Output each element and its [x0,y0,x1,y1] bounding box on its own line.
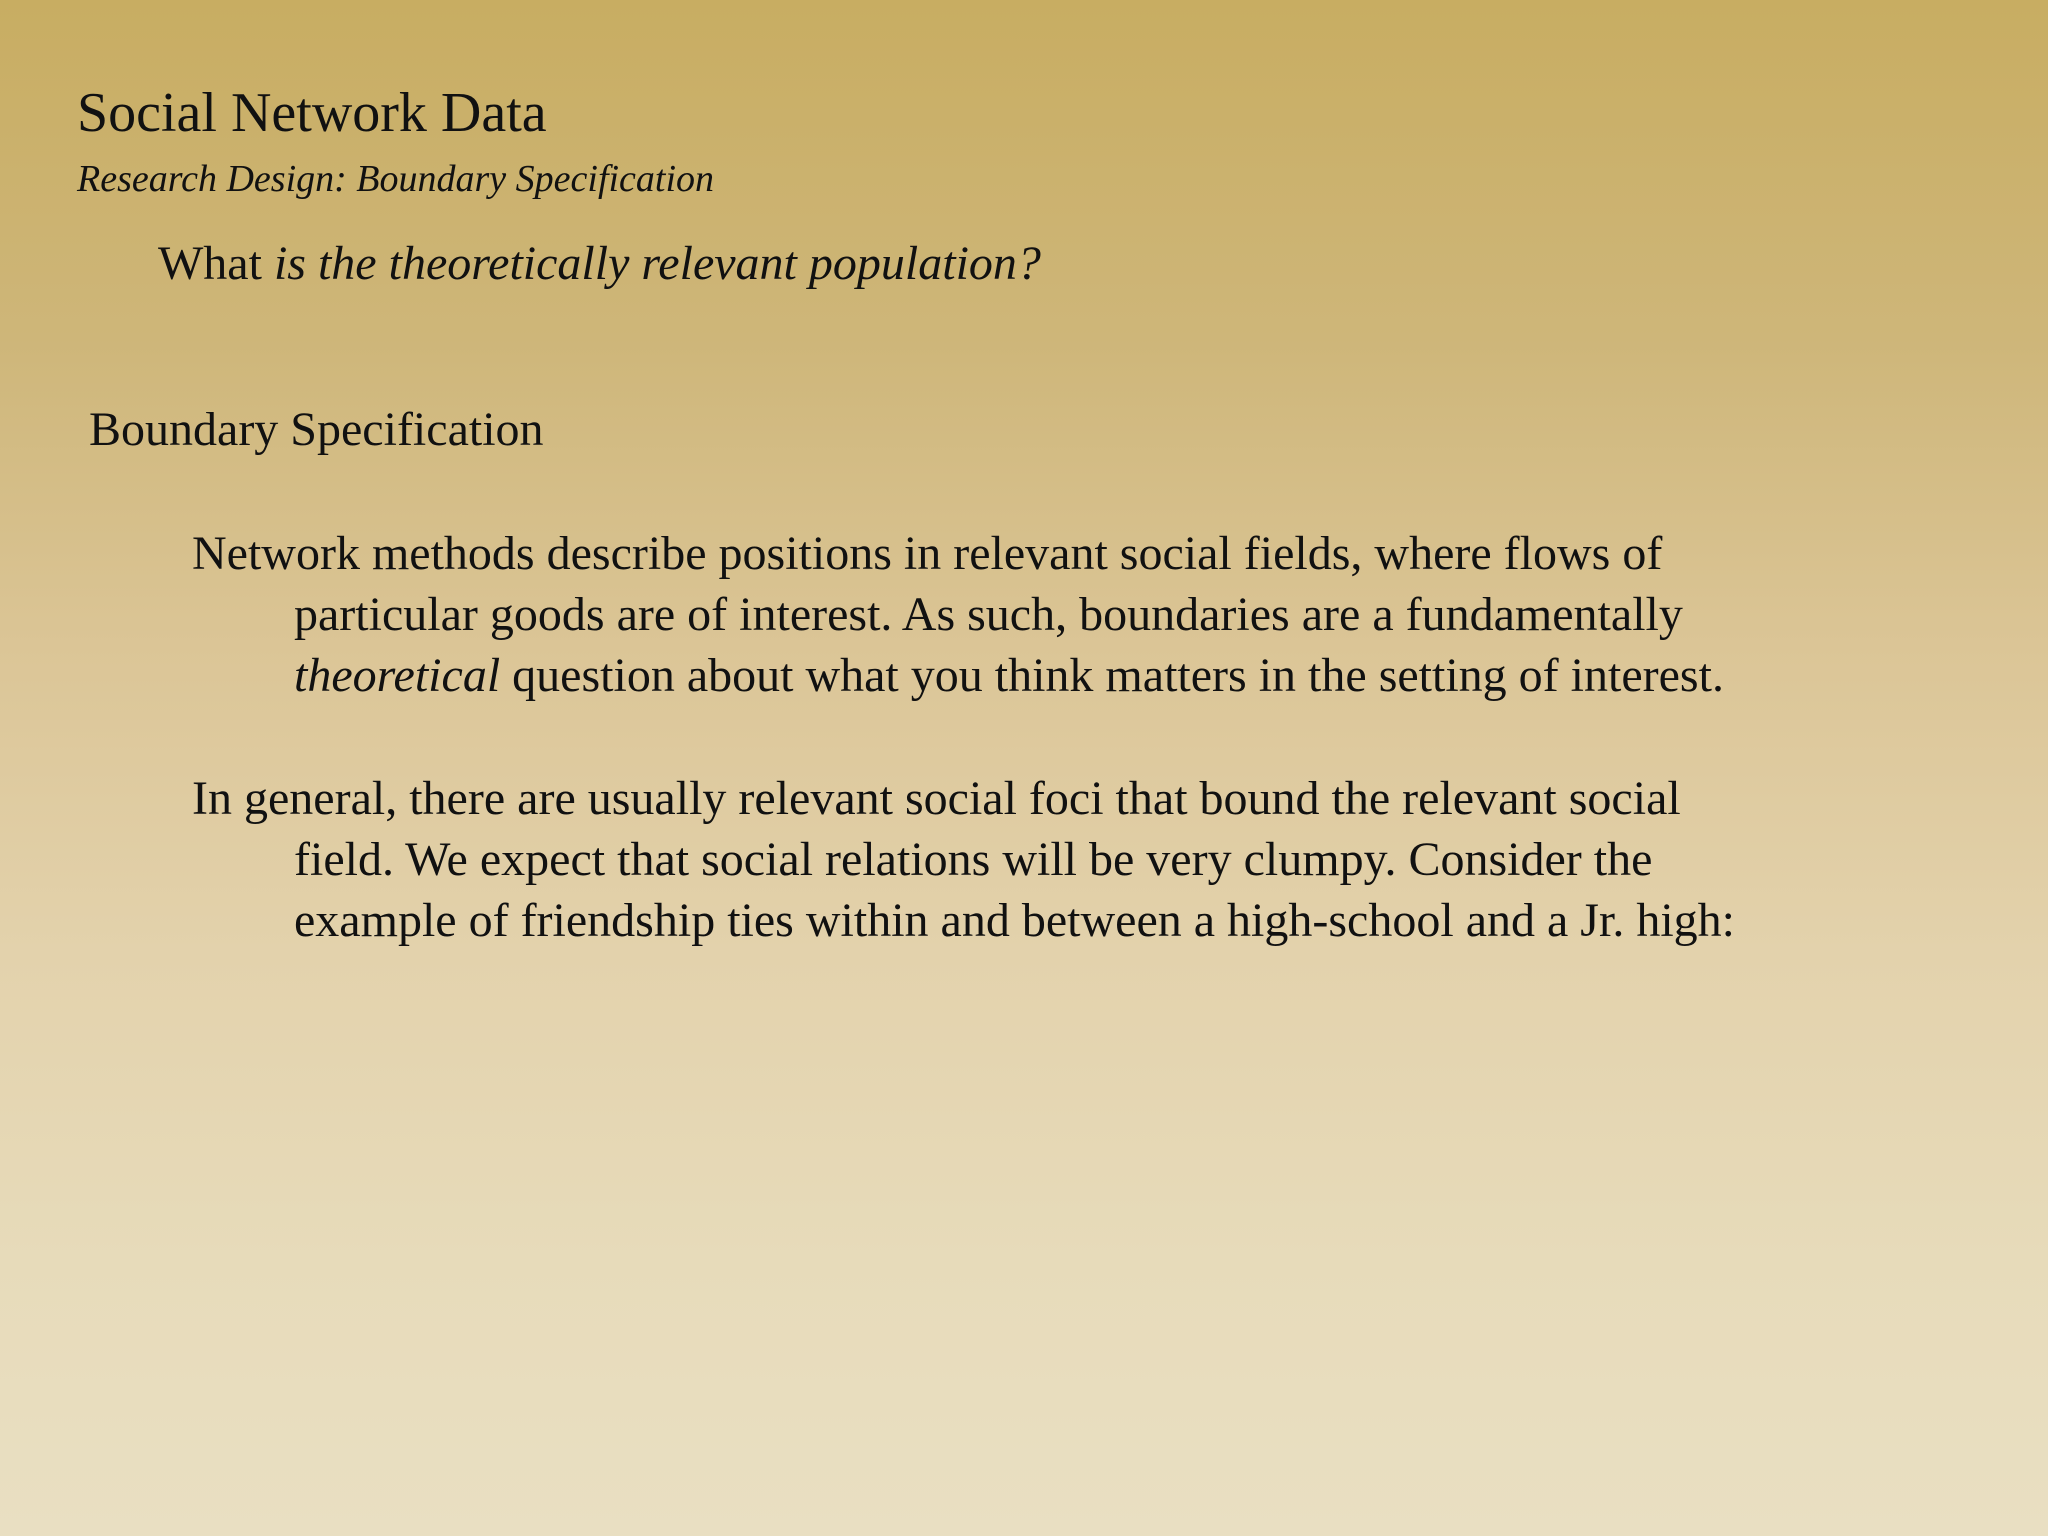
slide-subtitle: Research Design: Boundary Specification [77,158,715,200]
paragraph-line-rest: question about what you think matters in the setting of interest. [500,649,1724,702]
research-question [158,234,1041,294]
paragraph-line: Network methods describe positions in relevant social fields, where flows of [192,527,1663,580]
paragraph-line: field. We expect that social relations will be very clumpy. Consider the [294,833,1653,886]
paragraph-social-foci [192,768,1892,951]
paragraph-network-methods [192,523,1892,706]
emphasis-theoretical: theoretical [294,649,501,702]
paragraph-line: example of friendship ties within and between a high-school and a Jr. high: [294,894,1735,947]
paragraph-line: In general, there are usually relevant social foci that bound the relevant social [192,772,1681,825]
paragraph-line [192,645,1892,706]
research-question-italic: is the theoretically relevant population? [273,237,1041,290]
research-question-plain: What [158,237,274,290]
section-heading: Boundary Specification [89,403,544,456]
slide-title: Social Network Data [77,82,547,144]
paragraph-line: particular goods are of interest. As such, boundaries are a fundamentally [294,588,1683,641]
